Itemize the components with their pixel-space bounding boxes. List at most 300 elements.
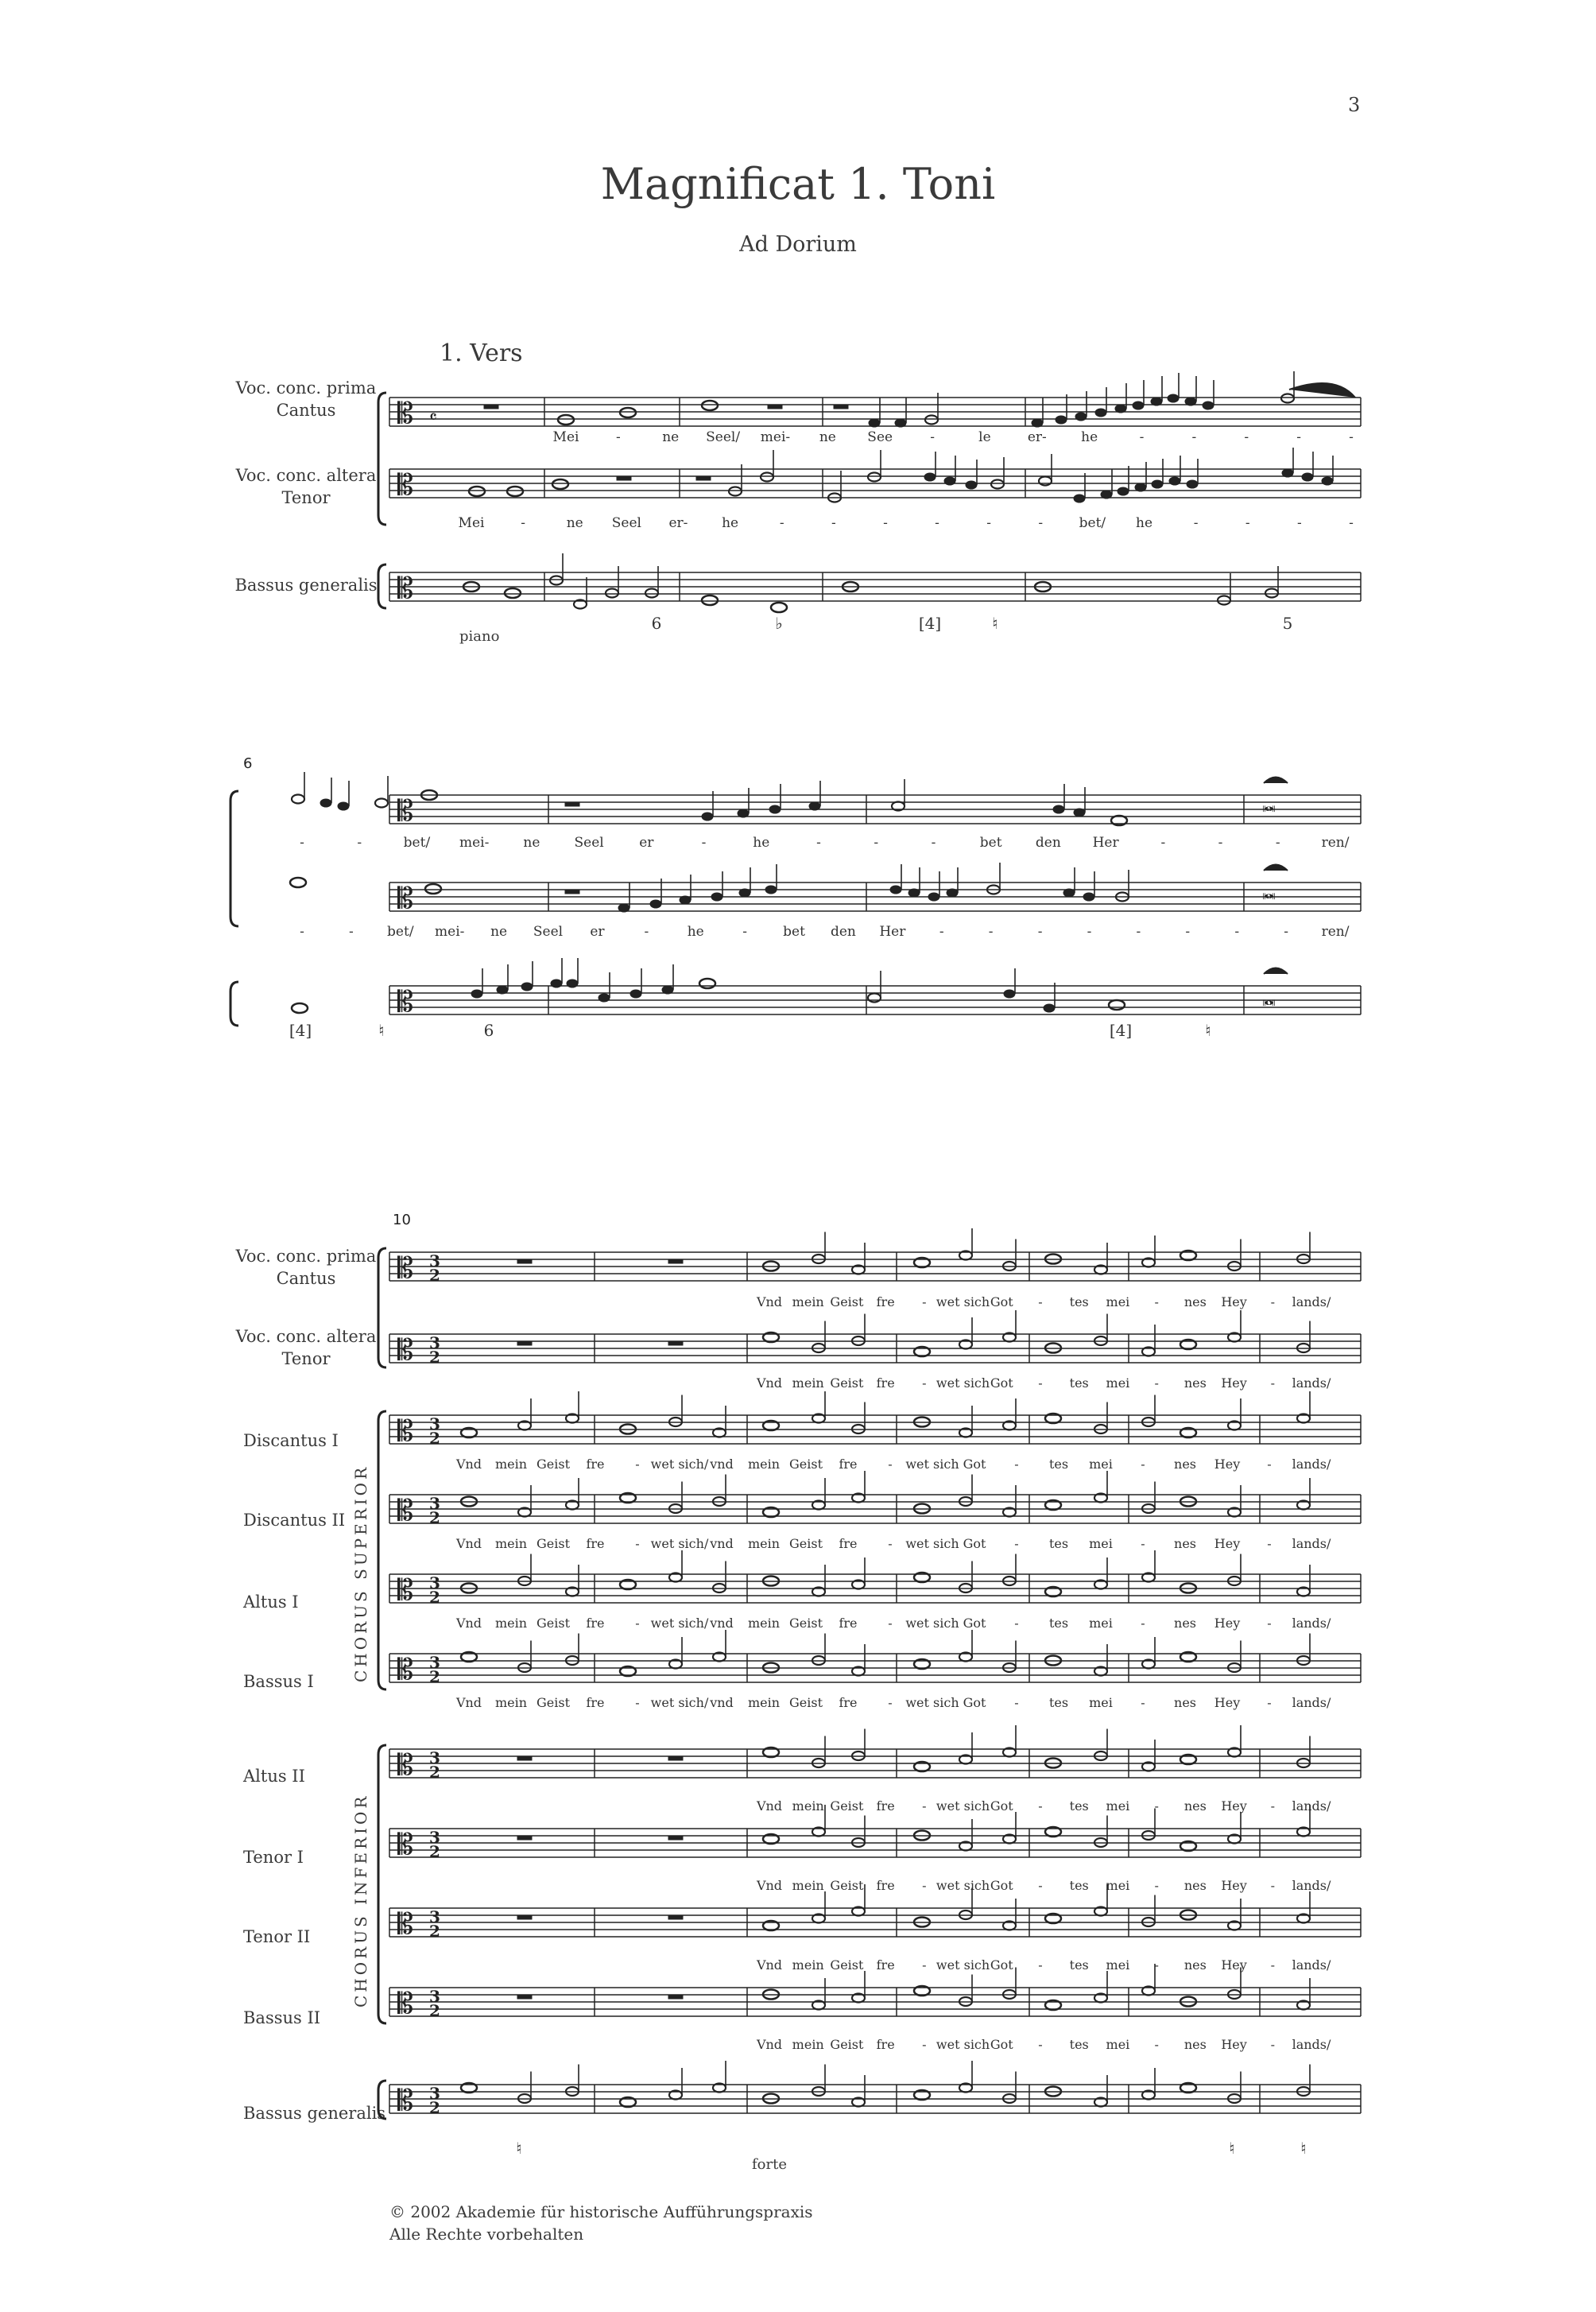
quarter-note bbox=[1187, 480, 1198, 488]
lyric-syllable: - bbox=[1270, 1294, 1275, 1309]
lyric-syllable: - bbox=[1141, 1695, 1145, 1710]
lyric-syllable: he bbox=[753, 835, 770, 851]
quarter-note bbox=[739, 889, 750, 897]
figured-bass-numeral: ♮ bbox=[516, 2139, 522, 2158]
lyric-syllable: mein bbox=[792, 1798, 824, 1814]
voice-label-tenor-2: Tenor II bbox=[243, 1927, 311, 1946]
quarter-note bbox=[1302, 473, 1313, 481]
lyric-syllable: - bbox=[615, 429, 621, 445]
rest-icon bbox=[768, 405, 782, 409]
lyric-syllable: - bbox=[1014, 1457, 1019, 1472]
lyric-syllable: - bbox=[1141, 1457, 1145, 1472]
lyric-syllable: - bbox=[1014, 1536, 1019, 1551]
voice-label-altus-2: Altus II bbox=[243, 1767, 305, 1786]
lyric-syllable: nes bbox=[1174, 1536, 1196, 1551]
breve-icon: 𝅜 bbox=[1262, 983, 1276, 1011]
lyric-syllable: Geist bbox=[788, 1695, 823, 1710]
lyric-syllable: wet sich bbox=[905, 1695, 959, 1710]
lyric-syllable: - bbox=[300, 924, 304, 940]
lyric-syllable: lands/ bbox=[1292, 1536, 1331, 1551]
lyric-syllable: Got bbox=[990, 1957, 1013, 1973]
voice-label-cantus: Voc. conc. prima Cantus bbox=[235, 378, 377, 420]
lyric-syllable: he bbox=[687, 924, 704, 940]
lyric-syllable: - bbox=[1349, 429, 1354, 445]
lyric-syllable: wet sich/ bbox=[650, 1457, 709, 1472]
lyric-syllable: - bbox=[635, 1457, 640, 1472]
lyric-syllable: le bbox=[978, 429, 991, 445]
lyric-syllable: - bbox=[1037, 924, 1043, 940]
lyric-syllable: mein bbox=[747, 1536, 781, 1551]
figured-bass-numeral: 6 bbox=[651, 614, 662, 633]
lyric-syllable: - bbox=[831, 515, 836, 531]
figured-bass-numeral: [4] bbox=[1109, 1021, 1133, 1040]
fermata-icon bbox=[1264, 778, 1288, 784]
lyric-syllable: Got bbox=[963, 1616, 986, 1631]
lyric-syllable: Seel bbox=[574, 835, 604, 851]
quarter-note bbox=[924, 473, 936, 481]
quarter-note bbox=[702, 813, 713, 820]
lyric-syllable: - bbox=[1154, 1294, 1159, 1309]
page-number: 3 bbox=[1348, 94, 1361, 116]
time-signature-icon: 3 bbox=[429, 1987, 440, 2006]
lyric-syllable: er- bbox=[668, 515, 688, 531]
lyric-syllable: Hey bbox=[1214, 1536, 1241, 1551]
half-note bbox=[1039, 477, 1052, 486]
clef-icon: 𝄡 bbox=[397, 1829, 414, 1861]
lyric-syllable: Hey bbox=[1214, 1457, 1241, 1472]
lyric-syllable: er- bbox=[1027, 429, 1047, 445]
quarter-note bbox=[1203, 401, 1214, 409]
figured-bass-numeral: ♮ bbox=[1300, 2139, 1307, 2158]
lyric-syllable: - bbox=[1218, 835, 1223, 851]
lyric-syllable: Vnd bbox=[756, 1294, 783, 1309]
lyric-syllable: wet sich bbox=[936, 1375, 990, 1391]
lyric-syllable: - bbox=[874, 835, 879, 851]
half-note bbox=[761, 473, 773, 482]
rest-icon bbox=[668, 1341, 683, 1345]
quarter-note bbox=[809, 802, 820, 810]
lyric-syllable: lands/ bbox=[1292, 1957, 1331, 1973]
quarter-note bbox=[928, 893, 939, 901]
rest-icon bbox=[565, 802, 579, 806]
measure-number: 6 bbox=[243, 755, 253, 772]
lyric-syllable: - bbox=[1270, 1878, 1275, 1893]
lyric-syllable: wet sich bbox=[905, 1457, 959, 1472]
clef-icon: 𝄡 bbox=[397, 398, 414, 430]
dynamic-marking: forte bbox=[752, 2156, 787, 2173]
lyric-syllable: Mei bbox=[552, 429, 579, 445]
lyric-syllable: - bbox=[1191, 429, 1197, 445]
dynamic-marking: piano bbox=[459, 628, 500, 645]
lyric-syllable: Her bbox=[879, 924, 906, 940]
lyric-syllable: mei bbox=[1089, 1457, 1113, 1472]
lyric-syllable: - bbox=[922, 1294, 927, 1309]
fermata-icon bbox=[1264, 865, 1288, 871]
lyric-syllable: Seel/ bbox=[706, 429, 741, 445]
half-note bbox=[550, 576, 563, 585]
lyric-syllable: - bbox=[888, 1457, 893, 1472]
lyric-syllable: - bbox=[922, 1878, 927, 1893]
lyric-syllable: lands/ bbox=[1292, 1695, 1331, 1710]
rest-icon bbox=[565, 890, 579, 894]
quarter-note bbox=[497, 986, 508, 994]
rights-text: Alle Rechte vorbehalten bbox=[389, 2225, 584, 2244]
lyric-syllable: tes bbox=[1069, 1294, 1089, 1309]
half-note bbox=[1281, 394, 1294, 403]
time-signature-icon: 3 bbox=[429, 1907, 440, 1926]
lyric-syllable: ne bbox=[662, 429, 680, 445]
lyric-syllable: - bbox=[930, 429, 935, 445]
lyric-syllable: - bbox=[1038, 1294, 1043, 1309]
lyric-syllable: - bbox=[349, 924, 354, 940]
bracket bbox=[378, 2081, 386, 2119]
voice-label-bassus-generalis: Bassus generalis bbox=[243, 2104, 386, 2123]
lyric-syllable: fre bbox=[876, 1878, 895, 1893]
quarter-note bbox=[1282, 469, 1293, 477]
clef-icon: 𝄡 bbox=[397, 1415, 414, 1448]
lyric-syllable: Hey bbox=[1221, 1294, 1247, 1309]
quarter-note bbox=[1056, 416, 1067, 424]
figured-bass-numeral: ♮ bbox=[1229, 2139, 1235, 2158]
quarter-note bbox=[1074, 495, 1085, 502]
lyric-syllable: - bbox=[635, 1616, 640, 1631]
lyric-syllable: Her bbox=[1092, 835, 1119, 851]
rest-icon bbox=[668, 1995, 683, 1999]
quarter-note bbox=[1075, 413, 1087, 421]
lyric-syllable: wet sich bbox=[936, 1878, 990, 1893]
lyric-syllable: tes bbox=[1069, 1878, 1089, 1893]
time-signature-icon: 2 bbox=[429, 1348, 440, 1367]
quarter-note bbox=[1101, 491, 1112, 498]
clef-icon: 𝄡 bbox=[397, 1654, 414, 1686]
lyric-syllable: ne bbox=[819, 429, 836, 445]
time-signature-icon: 2 bbox=[429, 2098, 440, 2117]
lyric-syllable: Vnd bbox=[455, 1536, 482, 1551]
half-note bbox=[991, 480, 1004, 489]
half-note bbox=[1265, 589, 1278, 598]
bracket bbox=[378, 1745, 386, 2023]
quarter-note bbox=[630, 990, 641, 998]
lyric-syllable: lands/ bbox=[1292, 1798, 1331, 1814]
lyric-syllable: nes bbox=[1174, 1457, 1196, 1472]
figured-bass-numeral: ♭ bbox=[775, 614, 783, 633]
lyric-syllable: wet sich/ bbox=[650, 1616, 709, 1631]
lyric-syllable: fre bbox=[876, 1798, 895, 1814]
quarter-note bbox=[966, 481, 977, 489]
lyric-syllable: tes bbox=[1069, 1375, 1089, 1391]
lyric-syllable: - bbox=[883, 515, 888, 531]
lyric-syllable: - bbox=[1014, 1616, 1019, 1631]
whole-note bbox=[558, 415, 574, 425]
lyric-syllable: wet sich bbox=[936, 1957, 990, 1973]
quarter-note bbox=[338, 802, 349, 810]
lyric-syllable: nes bbox=[1183, 1294, 1207, 1309]
quarter-note bbox=[662, 986, 673, 994]
lyric-syllable: nes bbox=[1174, 1616, 1196, 1631]
quarter-note bbox=[890, 886, 901, 894]
quarter-note bbox=[1133, 401, 1144, 409]
lyric-syllable: mein bbox=[494, 1695, 528, 1710]
lyric-syllable: Got bbox=[990, 1294, 1013, 1309]
lyric-syllable: Geist bbox=[536, 1536, 571, 1551]
figured-bass-numeral: ♮ bbox=[378, 1021, 385, 1040]
time-signature-icon: 2 bbox=[429, 1842, 440, 1861]
lyric-syllable: Seel bbox=[611, 515, 641, 531]
lyric-syllable: Mei bbox=[458, 515, 485, 531]
lyric-syllable: Geist bbox=[830, 1798, 864, 1814]
lyric-syllable: Geist bbox=[536, 1457, 571, 1472]
lyric-syllable: tes bbox=[1069, 2037, 1089, 2052]
lyric-syllable: - bbox=[1234, 924, 1240, 940]
rest-icon bbox=[617, 476, 631, 480]
lyric-syllable: - bbox=[888, 1616, 893, 1631]
quarter-note bbox=[738, 809, 749, 817]
rest-icon bbox=[484, 405, 498, 409]
clef-icon: 𝄡 bbox=[397, 469, 414, 502]
figured-bass-numeral: [4] bbox=[289, 1021, 312, 1040]
whole-note bbox=[1109, 1000, 1125, 1010]
lyric-syllable: ne bbox=[490, 924, 508, 940]
lyric-syllable: Hey bbox=[1221, 1878, 1247, 1893]
lyric-syllable: Geist bbox=[830, 1957, 864, 1973]
half-note bbox=[292, 795, 304, 804]
footer bbox=[389, 2201, 813, 2245]
quarter-note bbox=[947, 889, 958, 897]
rest-icon bbox=[834, 405, 848, 409]
lyric-syllable: tes bbox=[1048, 1695, 1069, 1710]
quarter-note bbox=[551, 979, 562, 987]
lyric-syllable: mein bbox=[792, 1375, 824, 1391]
lyric-syllable: - bbox=[300, 835, 304, 851]
time-signature-icon: 2 bbox=[429, 1763, 440, 1782]
clef-icon: 𝄡 bbox=[397, 1334, 414, 1367]
lyric-syllable: - bbox=[888, 1695, 893, 1710]
lyric-syllable: - bbox=[779, 515, 784, 531]
lyric-syllable: - bbox=[1267, 1457, 1272, 1472]
half-note bbox=[868, 473, 881, 482]
lyric-syllable: tes bbox=[1048, 1457, 1069, 1472]
lyric-syllable: - bbox=[1267, 1695, 1272, 1710]
clef-icon: 𝄡 bbox=[397, 1574, 414, 1607]
lyric-syllable: mein bbox=[747, 1457, 781, 1472]
lyric-syllable: mei bbox=[1106, 1798, 1130, 1814]
quarter-note bbox=[1322, 477, 1333, 485]
quarter-note bbox=[1118, 487, 1129, 495]
time-signature-icon: 3 bbox=[429, 1333, 440, 1352]
lyric-syllable: - bbox=[1297, 515, 1302, 531]
half-note bbox=[606, 589, 618, 598]
quarter-note bbox=[567, 979, 578, 987]
time-signature-icon: 3 bbox=[429, 1653, 440, 1672]
lyric-syllable: Geist bbox=[536, 1616, 571, 1631]
lyric-syllable: tes bbox=[1069, 1957, 1089, 1973]
lyric-syllable: mei bbox=[1089, 1536, 1113, 1551]
time-signature-icon: 2 bbox=[429, 1922, 440, 1941]
lyric-syllable: ne bbox=[566, 515, 583, 531]
lyric-syllable: den bbox=[830, 924, 856, 940]
chorus-superior-label: CHORUS SUPERIOR bbox=[351, 1464, 370, 1682]
whole-note bbox=[505, 588, 521, 598]
lyric-syllable: - bbox=[1154, 1375, 1159, 1391]
lyric-syllable: - bbox=[888, 1536, 893, 1551]
time-signature-icon: 2 bbox=[429, 2001, 440, 2020]
lyric-syllable: he bbox=[1136, 515, 1153, 531]
lyric-syllable: Vnd bbox=[756, 1957, 783, 1973]
figured-bass-numeral: ♮ bbox=[992, 614, 998, 633]
lyric-syllable: - bbox=[1139, 429, 1145, 445]
figured-bass-numeral: [4] bbox=[918, 614, 942, 633]
whole-note bbox=[292, 1003, 308, 1013]
section-heading: 1. Vers bbox=[440, 339, 523, 367]
lyric-syllable: nes bbox=[1183, 1375, 1207, 1391]
lyric-syllable: Vnd bbox=[756, 1375, 783, 1391]
lyric-syllable: Geist bbox=[830, 1375, 864, 1391]
lyric-syllable: wet sich/ bbox=[650, 1536, 709, 1551]
lyric-syllable: ren/ bbox=[1321, 835, 1350, 851]
lyric-syllable: he bbox=[1081, 429, 1098, 445]
quarter-note bbox=[769, 805, 781, 813]
copyright-text: © 2002 Akademie für historische Aufführungspraxis bbox=[389, 2202, 813, 2221]
lyric-syllable: mei bbox=[1106, 1294, 1130, 1309]
rest-icon bbox=[668, 1259, 683, 1263]
page-title: Magnificat 1. Toni bbox=[600, 159, 996, 209]
lyric-syllable: - bbox=[1154, 1957, 1159, 1973]
chorus-inferior-label: CHORUS INFERIOR bbox=[351, 1793, 370, 2007]
clef-icon: 𝄡 bbox=[397, 1252, 414, 1285]
lyric-syllable: - bbox=[988, 924, 994, 940]
lyric-syllable: lands/ bbox=[1292, 1878, 1331, 1893]
quarter-note bbox=[1115, 405, 1126, 413]
lyric-syllable: mei bbox=[1106, 2037, 1130, 2052]
lyric-syllable: - bbox=[1154, 2037, 1159, 2052]
voice-label-bassus-1: Bassus I bbox=[243, 1672, 314, 1691]
whole-note bbox=[699, 979, 715, 988]
rest-icon bbox=[517, 1259, 532, 1263]
lyric-syllable: mei- bbox=[459, 835, 490, 851]
lyric-syllable: - bbox=[1275, 835, 1280, 851]
lyric-syllable: - bbox=[939, 924, 944, 940]
lyric-syllable: mei bbox=[1089, 1695, 1113, 1710]
lyric-syllable: mei bbox=[1089, 1616, 1113, 1631]
quarter-note bbox=[711, 893, 722, 901]
bracket bbox=[230, 982, 238, 1026]
quarter-note bbox=[471, 990, 482, 998]
time-signature-icon: 2 bbox=[429, 1588, 440, 1607]
voice-label-altus-1: Altus I bbox=[243, 1592, 299, 1612]
time-signature-icon: 2 bbox=[429, 1508, 440, 1527]
lyric-syllable: Hey bbox=[1221, 1798, 1247, 1814]
lyric-syllable: - bbox=[1141, 1616, 1145, 1631]
lyric-syllable: mein bbox=[747, 1695, 781, 1710]
lyric-syllable: nes bbox=[1183, 1957, 1207, 1973]
lyric-syllable: - bbox=[1244, 429, 1249, 445]
lyric-syllable: fre bbox=[586, 1616, 605, 1631]
lyric-syllable: - bbox=[1245, 515, 1250, 531]
quarter-note bbox=[908, 889, 920, 897]
lyric-syllable: nes bbox=[1183, 1798, 1207, 1814]
lyric-syllable: lands/ bbox=[1292, 1457, 1331, 1472]
lyric-syllable: See bbox=[867, 429, 893, 445]
lyric-syllable: - bbox=[1284, 924, 1288, 940]
lyric-syllable: mei bbox=[1106, 1375, 1130, 1391]
lyric-syllable: lands/ bbox=[1292, 2037, 1331, 2052]
quarter-note bbox=[765, 886, 777, 894]
voice-label-tenor-1: Tenor I bbox=[243, 1848, 304, 1867]
lyric-syllable: tes bbox=[1048, 1616, 1069, 1631]
bracket bbox=[230, 791, 238, 926]
lyric-syllable: mein bbox=[792, 1878, 824, 1893]
quarter-note bbox=[869, 419, 880, 427]
lyric-syllable: - bbox=[1160, 835, 1166, 851]
rest-icon bbox=[668, 1836, 683, 1840]
lyric-syllable: - bbox=[922, 1957, 927, 1973]
lyric-syllable: nes bbox=[1183, 2037, 1207, 2052]
whole-note bbox=[552, 479, 568, 489]
bracket bbox=[378, 393, 386, 525]
rest-icon bbox=[517, 1915, 532, 1919]
figured-bass-numeral: 5 bbox=[1282, 614, 1293, 633]
lyric-syllable: wet sich bbox=[905, 1616, 959, 1631]
lyric-syllable: Vnd bbox=[455, 1616, 482, 1631]
voice-label-cantus: Voc. conc. prima Cantus bbox=[235, 1247, 377, 1288]
lyric-syllable: - bbox=[1270, 1957, 1275, 1973]
time-signature-icon: 𝄴 bbox=[429, 408, 437, 428]
lyric-syllable: Geist bbox=[830, 2037, 864, 2052]
lyric-syllable: ne bbox=[523, 835, 540, 851]
lyric-syllable: - bbox=[1087, 924, 1092, 940]
voice-label-tenor: Voc. conc. altera Tenor bbox=[235, 1327, 377, 1368]
voice-label-bassus-2: Bassus II bbox=[243, 2008, 321, 2027]
lyric-syllable: Hey bbox=[1214, 1616, 1241, 1631]
lyric-syllable: - bbox=[1267, 1616, 1272, 1631]
quarter-note bbox=[618, 904, 629, 912]
lyric-syllable: er bbox=[590, 924, 605, 940]
quarter-note bbox=[895, 419, 906, 427]
lyric-syllable: Got bbox=[963, 1457, 986, 1472]
lyric-syllable: - bbox=[742, 924, 748, 940]
lyric-syllable: mein bbox=[494, 1616, 528, 1631]
quarter-note bbox=[1044, 1004, 1055, 1012]
lyric-syllable: - bbox=[986, 515, 992, 531]
lyric-syllable: Got bbox=[963, 1695, 986, 1710]
lyric-syllable: - bbox=[1038, 515, 1044, 531]
quarter-note bbox=[521, 983, 533, 991]
quarter-note bbox=[1135, 483, 1146, 491]
lyric-syllable: bet/ bbox=[387, 924, 414, 940]
time-signature-icon: 3 bbox=[429, 1828, 440, 1847]
lyric-syllable: Hey bbox=[1214, 1695, 1241, 1710]
lyric-syllable: Got bbox=[990, 1375, 1013, 1391]
lyric-syllable: fre bbox=[586, 1536, 605, 1551]
lyric-syllable: fre bbox=[586, 1695, 605, 1710]
voice-label-bassus-generalis: Bassus generalis bbox=[234, 576, 378, 595]
lyric-syllable: Seel bbox=[533, 924, 564, 940]
lyric-syllable: fre bbox=[839, 1536, 858, 1551]
time-signature-icon: 3 bbox=[429, 1494, 440, 1513]
quarter-note bbox=[650, 900, 661, 908]
lyric-syllable: Vnd bbox=[455, 1457, 482, 1472]
lyric-syllable: - bbox=[521, 515, 525, 531]
time-signature-icon: 2 bbox=[429, 1266, 440, 1285]
rest-icon bbox=[517, 1756, 532, 1760]
lyric-syllable: - bbox=[1038, 1957, 1043, 1973]
lyric-syllable: fre bbox=[839, 1695, 858, 1710]
lyric-syllable: wet sich bbox=[936, 2037, 990, 2052]
clef-icon: 𝄡 bbox=[397, 986, 414, 1018]
voice-label-discantus-2: Discantus II bbox=[243, 1511, 346, 1530]
quarter-note bbox=[320, 799, 331, 807]
lyric-syllable: - bbox=[1154, 1798, 1159, 1814]
